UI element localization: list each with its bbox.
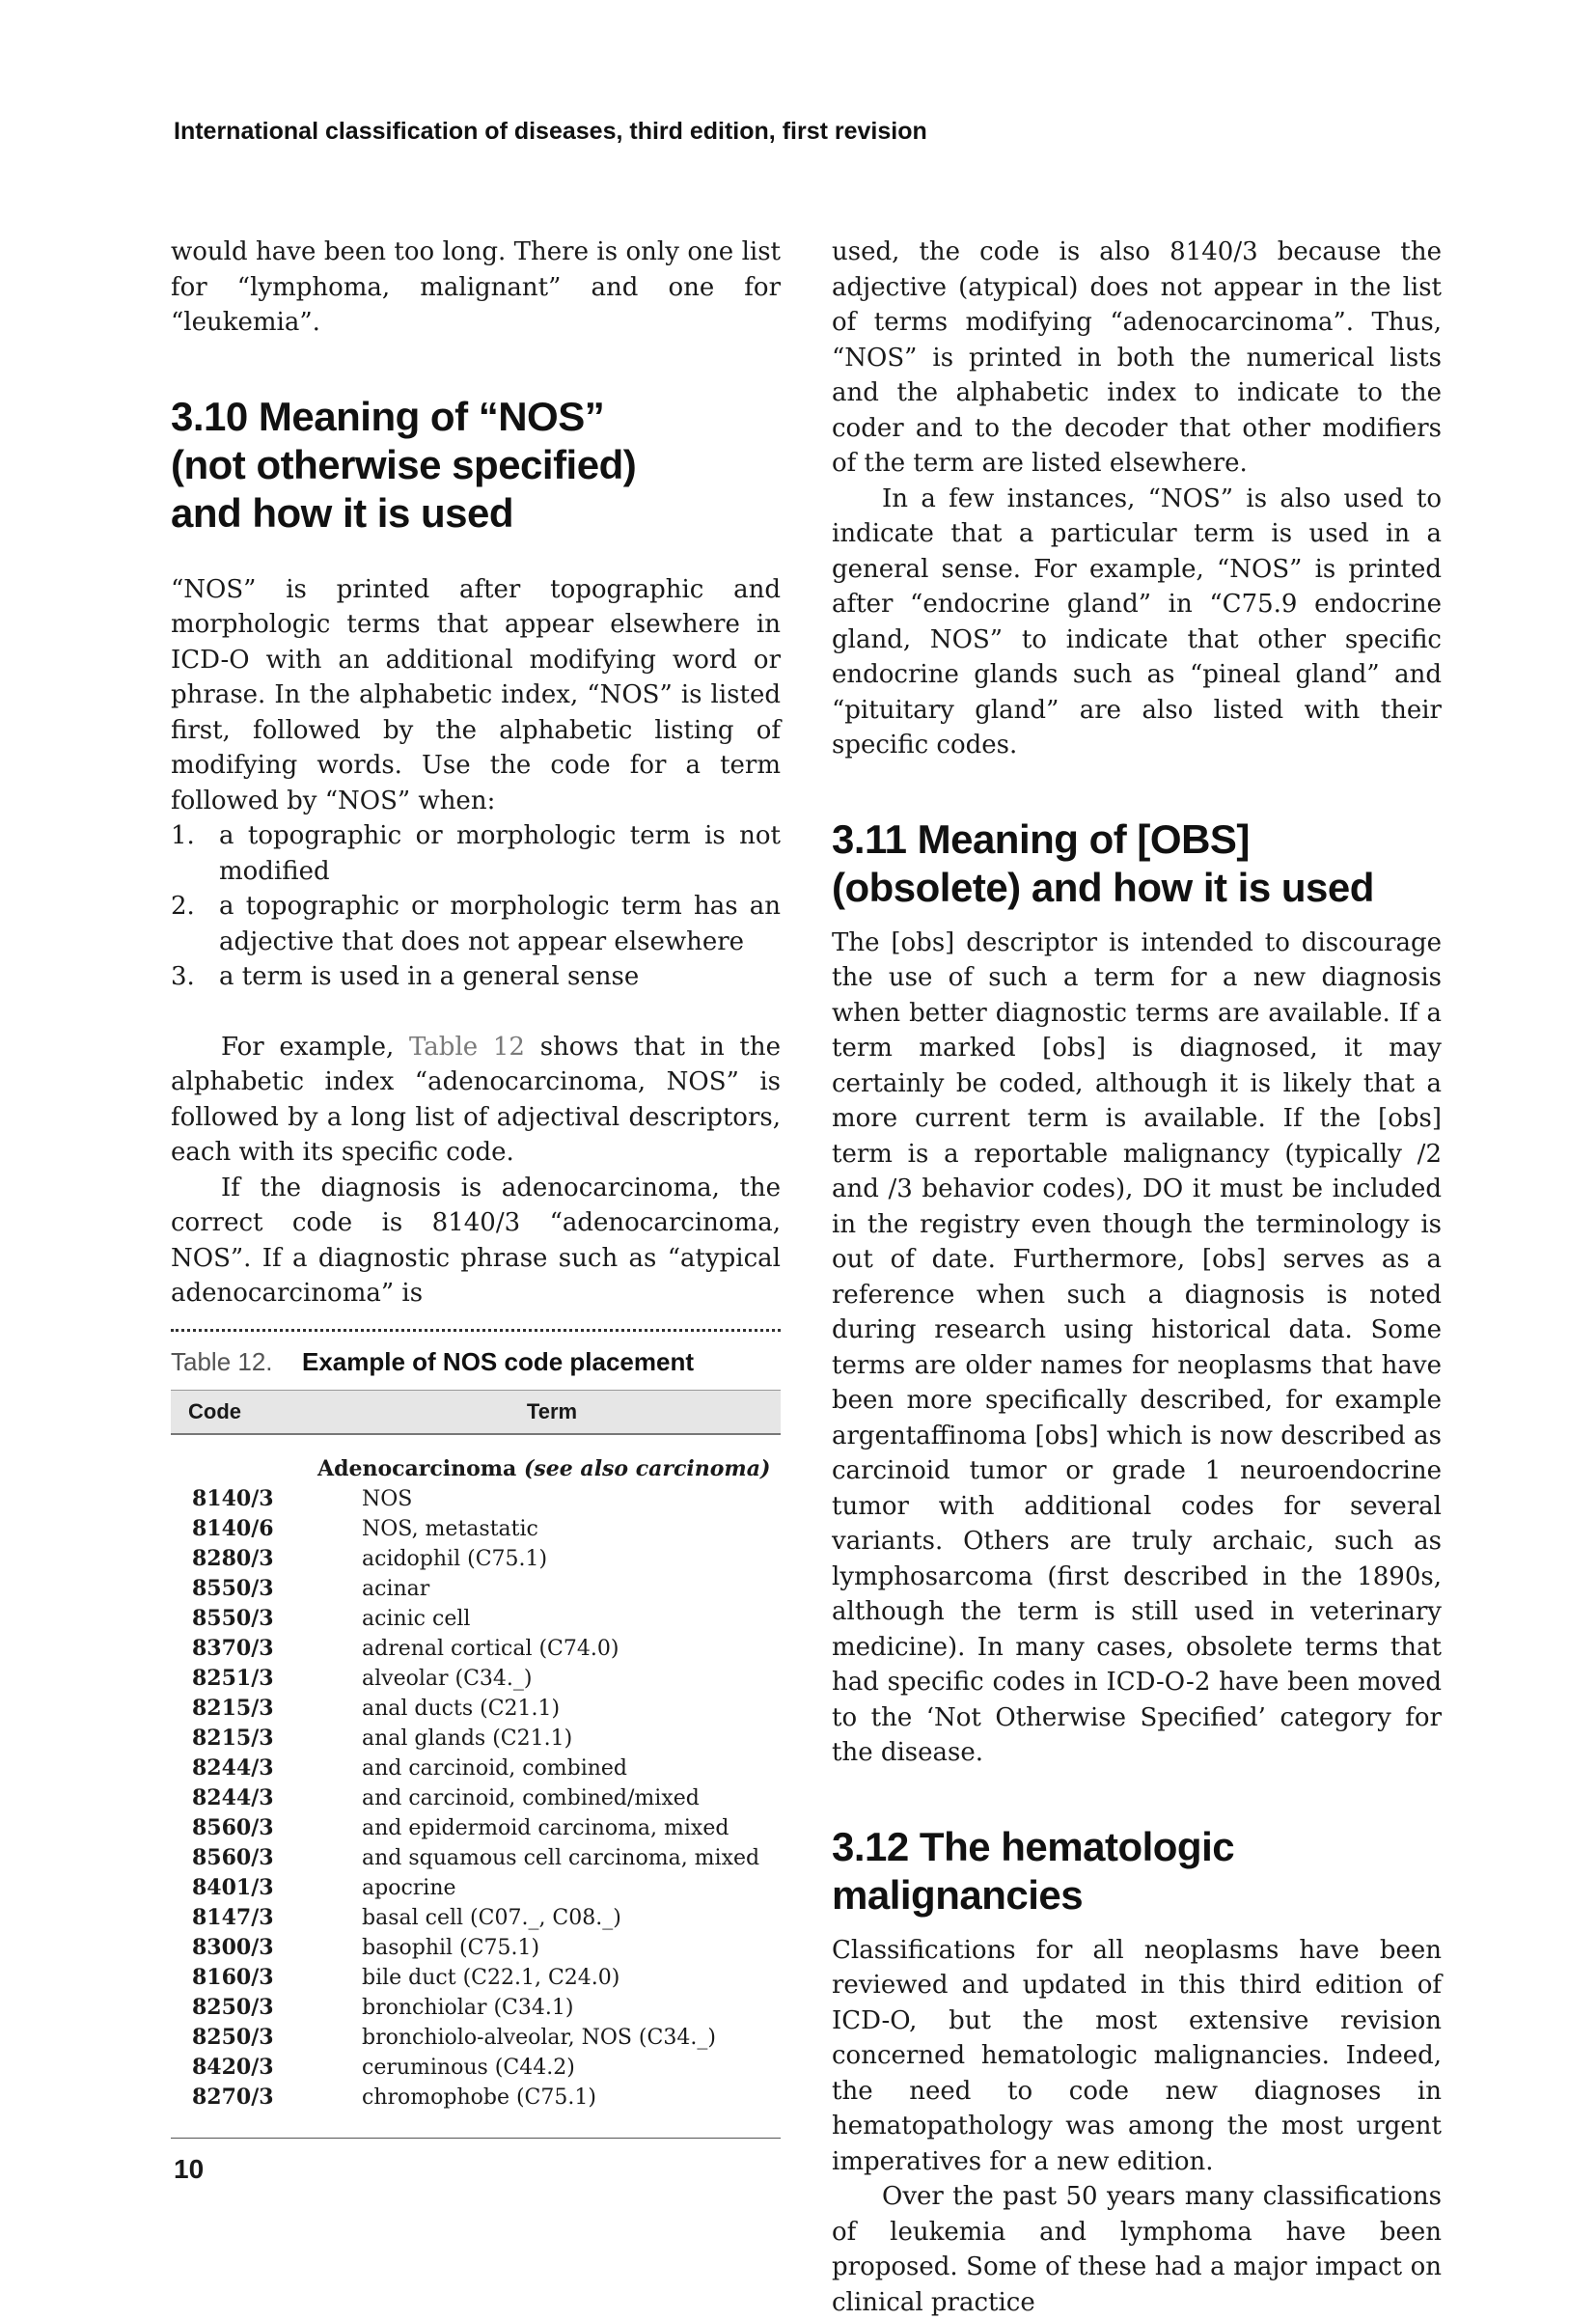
table-row: [171, 1634, 781, 1664]
table-row: [171, 1963, 781, 1993]
intro-paragraph: would have been too long. There is only one list for “lymphoma, malignant” and one for “leukemia”.: [171, 237, 781, 337]
code-cell: 8560/3: [192, 1844, 274, 1870]
left-column: [171, 235, 781, 2139]
right-column: [832, 235, 1442, 2320]
code-cell: 8251/3: [192, 1665, 274, 1691]
heading-line: 3.10 Meaning of “NOS”: [171, 393, 605, 439]
table-row: [171, 1484, 781, 1514]
heading-line: and how it is used: [171, 489, 514, 536]
code-cell: 8250/3: [192, 2024, 274, 2050]
term-cell: and carcinoid, combined/mixed: [362, 1785, 700, 1810]
term-cell: alveolar (C34._): [362, 1666, 533, 1691]
table-row: [171, 1903, 781, 1933]
code-cell: 8300/3: [192, 1934, 274, 1960]
nos-paragraph: “NOS” is printed after topographic and morphologic terms that appear elsewhere in ICD-O with an additional modifying word or phrase. In the alphabetic index, “NOS” is listed first, followed by the alphabetic listing of modifying words. Use the code for a term followed by “NOS” when:: [171, 574, 781, 815]
heading-line: 3.11 Meaning of [OBS]: [832, 815, 1250, 862]
list-item: [171, 959, 781, 995]
column-header-code: Code: [188, 1398, 241, 1423]
term-cell: anal glands (C21.1): [362, 1726, 573, 1751]
table-row: [171, 2083, 781, 2113]
term-cell: basophil (C75.1): [362, 1935, 540, 1960]
example-paragraph: [171, 1030, 781, 1171]
term-cell: bile duct (C22.1, C24.0): [362, 1965, 620, 1990]
table-row: [171, 2023, 781, 2053]
group-note: (see also carcinoma): [523, 1455, 771, 1481]
text-span: For example,: [221, 1032, 409, 1062]
code-cell: 8250/3: [192, 1994, 274, 2020]
general-sense-paragraph: In a few instances, “NOS” is also used to indicate that a particular term is used in a general sense. For example, “NOS” is printed after “endocrine gland” in “C75.9 endocrine gland, NOS” to indicate that other specific endocrine glands such as “pineal gland” and “pituitary gland” are also listed with their specific codes.: [832, 483, 1442, 760]
list-text: a topographic or morphologic term is not modified: [219, 821, 781, 886]
term-cell: apocrine: [362, 1875, 456, 1900]
table-row: [171, 1544, 781, 1574]
code-cell: 8244/3: [192, 1754, 274, 1781]
table-top-rule: [171, 1329, 781, 1332]
term-cell: adrenal cortical (C74.0): [362, 1636, 619, 1661]
table-bottom-rule: [171, 2138, 781, 2139]
table-12: [171, 1329, 781, 2139]
term-cell: ceruminous (C44.2): [362, 2055, 575, 2080]
obs-paragraph: The [obs] descriptor is intended to discourage the use of such a term for a new diagnosis when better diagnostic terms are available. If a term marked [obs] is diagnosed, it may certainly be coded, although it is likely that a more current term is available. If the [obs] term is a reportable malignancy (typically /2 and /3 behavior codes), DO it must be included in the registry even though the terminology is out of date. Furthermore, [obs] serves as a reference when such a diagnosis is noted during research using historical data. Some terms are older names for neoplasms that have been more specifically described, for example argentaffinoma [obs] which is now described as carcinoid tumor or grade 1 neuroendocrine tumor with additional codes for several variants. Others are truly archaic, such as lymphosarcoma (first described in the 1890s, although the term is still used in veterinary medicine). In many cases, obsolete terms that had specific codes in ICD-O-2 have been moved to the ‘Not Otherwise Specified’ category for the disease.: [832, 927, 1442, 1767]
table-group-heading: [171, 1454, 781, 1484]
list-text: a topographic or morphologic term has an adjective that does not appear elsewhere: [219, 892, 781, 956]
term-cell: and carcinoid, combined: [362, 1755, 628, 1781]
term-cell: acidophil (C75.1): [362, 1546, 548, 1571]
table-row: [171, 1664, 781, 1694]
code-cell: 8140/3: [192, 1485, 274, 1511]
term-cell: and squamous cell carcinoma, mixed: [362, 1845, 760, 1870]
code-cell: 8560/3: [192, 1814, 274, 1840]
code-cell: 8401/3: [192, 1874, 274, 1900]
table-row: [171, 1694, 781, 1724]
classifications-paragraph: Over the past 50 years many classifications of leukemia and lymphoma have been proposed. Some of these had a major impact on clinical practice: [832, 2182, 1442, 2317]
table-row: [171, 1514, 781, 1544]
table-row: [171, 1783, 781, 1813]
table-caption: [171, 1345, 781, 1378]
heading-line: (obsolete) and how it is used: [832, 864, 1374, 910]
continued-paragraph: used, the code is also 8140/3 because the adjective (atypical) does not appear in the list of terms modifying “adenocarcinoma”. Thus, “NOS” is printed in both the numerical lists and the alphabetic index to indicate to the coder and to the decoder that other modifiers of the term are listed elsewhere.: [832, 237, 1442, 478]
table-title: Example of NOS code placement: [302, 1346, 695, 1376]
code-cell: 8370/3: [192, 1635, 274, 1661]
code-cell: 8420/3: [192, 2054, 274, 2080]
running-header: International classification of diseases, third edition, first revision: [174, 118, 927, 145]
list-item: [171, 889, 781, 959]
term-cell: and epidermoid carcinoma, mixed: [362, 1815, 729, 1840]
text-span: shows that in the alphabetic index “adenocarcinoma, NOS” is followed by a long list of adjectival descriptors, each with its specific code.: [171, 1032, 781, 1167]
term-cell: bronchiolar (C34.1): [362, 1995, 574, 2020]
code-cell: 8140/6: [192, 1515, 274, 1541]
code-cell: 8550/3: [192, 1575, 274, 1601]
code-cell: 8147/3: [192, 1904, 274, 1930]
table-row: [171, 1933, 781, 1963]
heading-line: 3.12 The hematologic: [832, 1823, 1235, 1869]
table-row: [171, 1604, 781, 1634]
term-cell: NOS, metastatic: [362, 1516, 538, 1541]
table-row: [171, 2053, 781, 2083]
code-cell: 8160/3: [192, 1964, 274, 1990]
table-row: [171, 1873, 781, 1903]
list-item: [171, 818, 781, 889]
table-row: [171, 1993, 781, 2023]
code-cell: 8215/3: [192, 1695, 274, 1721]
table-row: [171, 1754, 781, 1783]
table-row: [171, 1574, 781, 1604]
code-cell: 8270/3: [192, 2084, 274, 2110]
table-header: [171, 1390, 781, 1435]
code-cell: 8550/3: [192, 1605, 274, 1631]
term-cell: anal ducts (C21.1): [362, 1696, 561, 1721]
code-cell: 8244/3: [192, 1784, 274, 1810]
table-12-link[interactable]: Table 12: [408, 1032, 525, 1062]
list-text: a term is used in a general sense: [219, 962, 640, 991]
nos-usage-list: [171, 818, 781, 995]
column-header-term: Term: [526, 1398, 578, 1423]
term-cell: basal cell (C07._, C08._): [362, 1905, 621, 1930]
code-cell: 8215/3: [192, 1725, 274, 1751]
table-row: [171, 1813, 781, 1843]
list-number: 2.: [171, 892, 195, 921]
diagnosis-paragraph: If the diagnosis is adenocarcinoma, the correct code is 8140/3 “adenocarcinoma, NOS”. If a diagnostic phrase such as “atypical adenocarcinoma” is: [171, 1173, 781, 1308]
table-label: Table 12.: [171, 1346, 273, 1376]
heading-line: (not otherwise specified): [171, 441, 637, 487]
term-cell: bronchiolo-alveolar, NOS (C34._): [362, 2025, 716, 2050]
heading-line: malignancies: [832, 1871, 1084, 1918]
table-row: [171, 1843, 781, 1873]
list-number: 1.: [171, 821, 195, 850]
section-heading-3-11: [832, 815, 1442, 912]
page-number: 10: [174, 2154, 205, 2184]
list-number: 3.: [171, 962, 195, 991]
code-cell: 8280/3: [192, 1545, 274, 1571]
table-body: [171, 1484, 781, 2113]
hematologic-paragraph: Classifications for all neoplasms have been reviewed and updated in this third edition of ICD-O, but the most extensive revision concerned hematologic malignancies. Indeed, the need to code new diagnoses in hematopathology was among the most urgent imperatives for a new edition.: [832, 1935, 1442, 2176]
term-cell: acinar: [362, 1576, 430, 1601]
group-name: Adenocarcinoma: [317, 1455, 524, 1481]
term-cell: NOS: [362, 1486, 413, 1511]
section-heading-3-12: [832, 1823, 1442, 1920]
table-row: [171, 1724, 781, 1754]
term-cell: acinic cell: [362, 1606, 471, 1631]
term-cell: chromophobe (C75.1): [362, 2085, 596, 2110]
section-heading-3-10: [171, 393, 781, 538]
